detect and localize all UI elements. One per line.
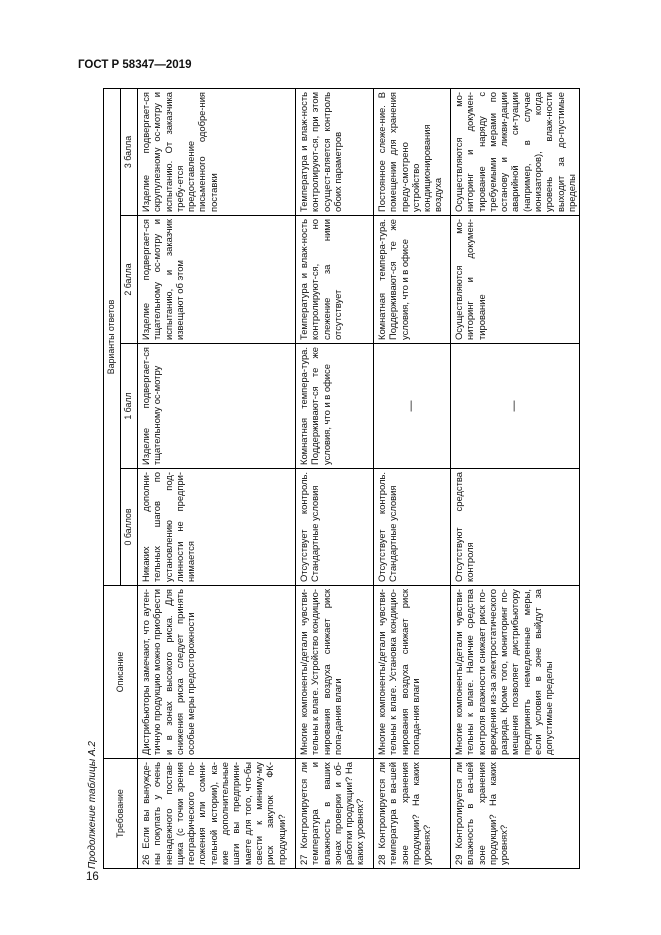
requirements-table (103, 88, 580, 869)
cell-description: Многие компоненты/детали чувстви-тельны к влаге. Установка кондицио-нирования воздуха снижает риск попада-ния влаги (374, 586, 451, 759)
cell-score-3: Изделие подвергает-ся скрупулезному ос-мотру и испытанию. От заказчика требу-ется предоставление письменного одобре-ния поставки (138, 88, 296, 215)
cell-requirement: 29 Контролируется ли влажность в ва-шей зоне хранения продукции? На каких уровнях? (451, 759, 580, 869)
table-caption: Продолжение таблицы А.2 (87, 741, 98, 869)
header-requirement: Требование (104, 759, 138, 869)
cell-score-1: Изделие подвергает-ся тщательному ос-мотру (138, 344, 296, 469)
cell-score-3: Температура и влаж-ность контролируют-ся, при этом осущест-вляется контроль обоих параметров (296, 88, 374, 215)
table-header-row (104, 88, 121, 868)
cell-score-1: Комнатная темпера-тура. Поддерживают-ся те же условия, что и в офисе (296, 344, 374, 469)
cell-score-2: Изделие подвергает-ся тщательному ос-мотру и испытанию, и заказчик извещают об этом (138, 216, 296, 344)
cell-score-2: Комнатная темпера-тура. Поддерживают-ся те же условия, что и в офисе (374, 216, 451, 344)
cell-description: Дистрибьюторы замечают, что аутен-тичную продукцию можно приобрести и в зонах высокого риска. Для снижения риска следует принять особые меры предосторожности (138, 586, 296, 759)
header-answer-options: Варианты ответов (104, 88, 121, 585)
table-row (374, 88, 451, 868)
rotated-table-container (103, 89, 579, 869)
header-score-2: 2 балла (121, 216, 138, 344)
header-description: Описание (104, 586, 138, 759)
header-score-0: 0 баллов (121, 469, 138, 586)
cell-score-3: Постоянное слеже-ние. В помещении для хранения преду-смотрено устройство кондиционирования воздуха (374, 88, 451, 215)
table-row (296, 88, 374, 868)
header-score-3: 3 балла (121, 88, 138, 215)
cell-score-1: — (374, 344, 451, 469)
cell-score-2: Осуществляются мо-ниторинг и докумен-тирование (451, 216, 580, 344)
cell-description: Многие компоненты/детали чувстви-тельны к влаге. Устройство кондицио-нирования воздуха снижает риск попа-дания влаги (296, 586, 374, 759)
table-row (138, 88, 296, 868)
table-region (103, 89, 579, 869)
cell-description: Многие компоненты/детали чувстви-тельны к влаге. Наличие средства контроля влажности снижает риск по-вреждения из-за электростатического разряда. Кроме того, мониторинг по-мещения позволяет дистрибьютору предпринять немедленные меры, если условия в зоне выйдут за допустимые пределы (451, 586, 580, 759)
page-number: 16 (86, 871, 99, 883)
cell-score-1: — (451, 344, 580, 469)
table-caption-wrapper (86, 89, 100, 869)
cell-score-0: Никаких дополни-тельных шагов по установлению под-линности не предпри-нимается (138, 469, 296, 586)
cell-score-2: Температура и влаж-ность контролируют-ся, но слежение за ними отсутствует (296, 216, 374, 344)
cell-score-0: Отсутствует контроль. Стандартные условия (374, 469, 451, 586)
cell-requirement: 27 Контролируется ли температура и влажность в ваших зонах проверки и об-работки продукции? На каких уровнях? (296, 759, 374, 869)
cell-score-0: Отсутствует контроль. Стандартные условия (296, 469, 374, 586)
header-score-1: 1 балл (121, 344, 138, 469)
cell-score-0: Отсутствуют средства контроля (451, 469, 580, 586)
standard-header: ГОСТ Р 58347—2019 (78, 59, 192, 71)
cell-requirement: 28 Контролируется ли температура в ва-шей зоне хранения продукции? На каких уровнях? (374, 759, 451, 869)
cell-requirement: 26 Если вы вынужде-ны покупать у очень ненадежного постав-щика (с точки зрения географического по-ложения или сомни-тельной истории), ка-кие дополнительные шаги вы предприни-маете для того, что-бы свести к миниму-му риск закупок ФК-продукции? (138, 759, 296, 869)
table-row (451, 88, 580, 868)
cell-score-3: Осуществляются мо-ниторинг и докумен-тирование наряду с требуемыми мерами по останову и ликви-дации аварийной си-туации (например, в случае ионизаторов), когда уровень влаж-ности выходит за до-пустимые пределы (451, 88, 580, 215)
